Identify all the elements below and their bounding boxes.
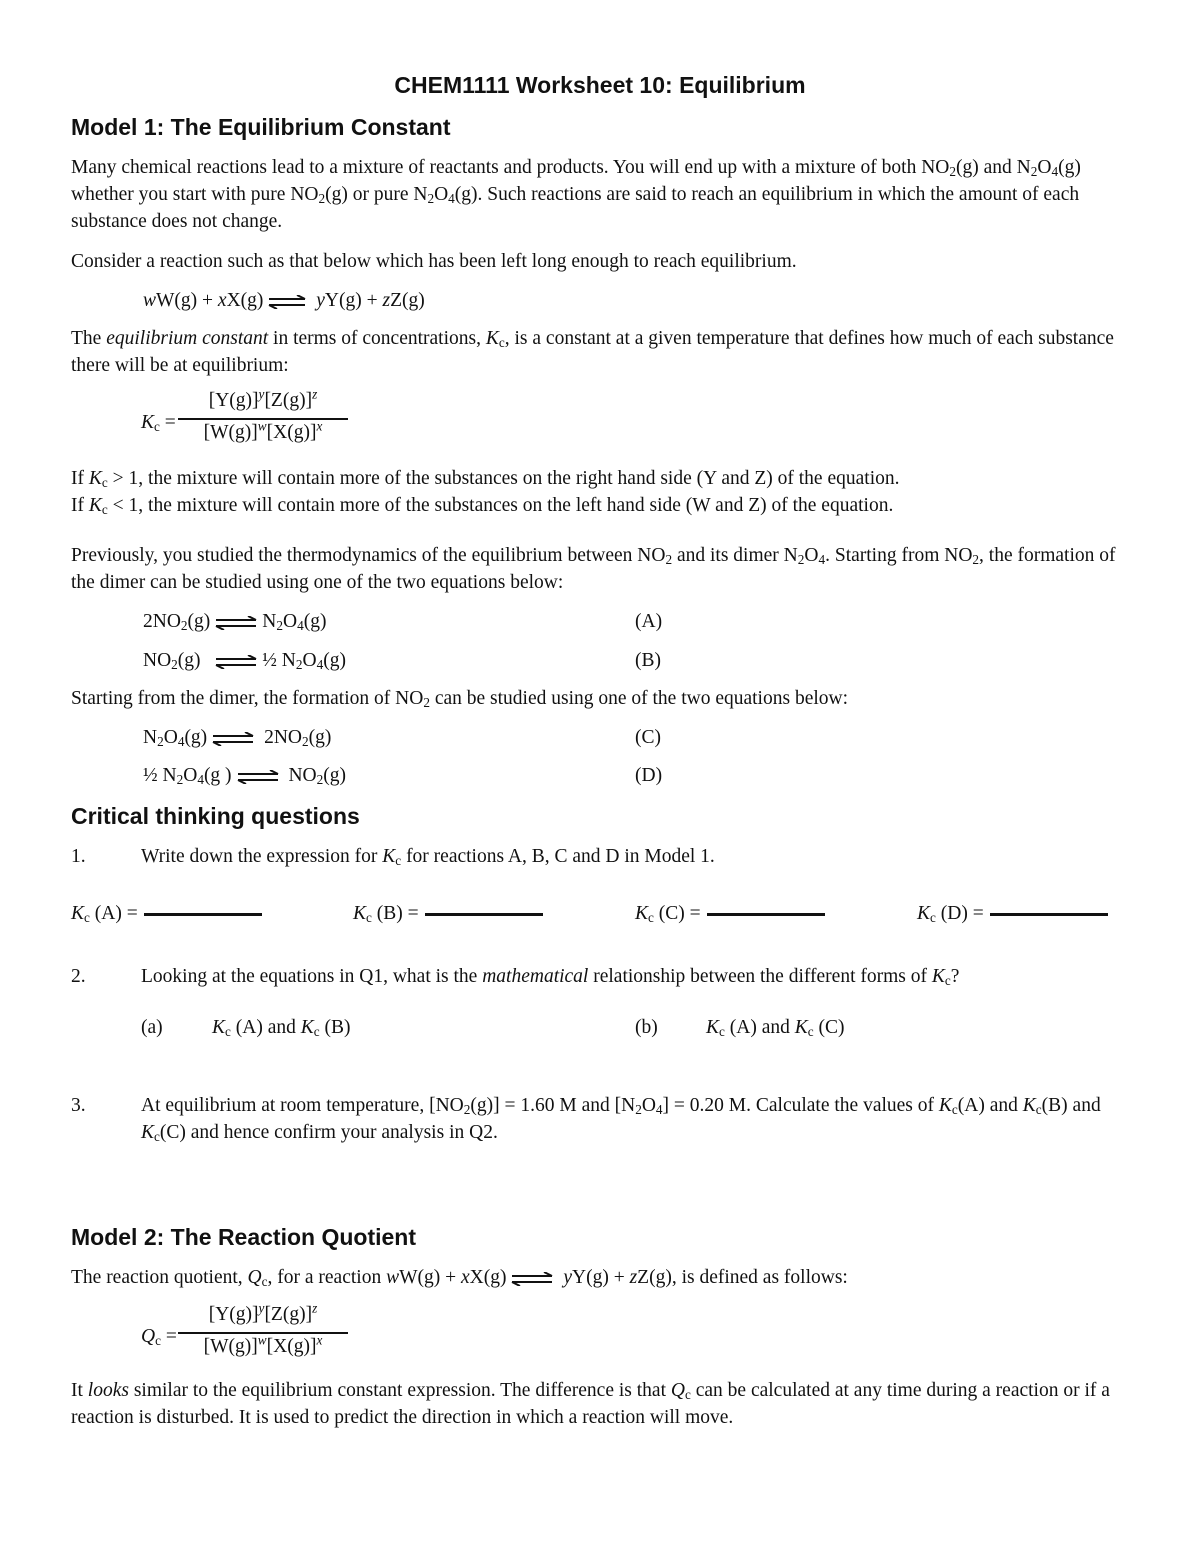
answer-blank-line[interactable]	[990, 913, 1108, 916]
kc-less-than-one: If $K_c < 1$, the mixture will contain more of the substances on the left hand side (W and Z) of the equation.	[71, 495, 894, 517]
kc-d-answer: $K_c$ (D) =	[917, 900, 1108, 927]
q3-text: At equilibrium at room temperature, $[NO_2(g)] = 1.60$ M and $[N_2O_4] = 0.20$ M. Calculate the values of $K_c(A)$ and $K_c(B)$ and $K_c(C)$ and hence confirm your analysis in Q2.	[141, 1095, 1101, 1144]
model1-para1	[71, 154, 1131, 235]
equilibrium-arrow-icon	[236, 770, 280, 784]
kc-denominator: $[W(g)]^w[X(g)]^x$	[203, 418, 323, 443]
model2-para2: It looks similar to the equilibrium constant expression. The difference is that $Q_c$ can be calculated at any time during a reaction or if a reaction is disturbed. It is used to predict the direction in which a reaction will move.	[71, 1380, 1110, 1428]
model1-para5: Starting from the dimer, the formation of $NO_2$ can be studied using one of the two equations below:	[71, 688, 849, 710]
page-title: CHEM1111 Worksheet 10: Equilibrium	[394, 72, 806, 98]
equilibrium-arrow-icon	[214, 655, 258, 669]
qc-denominator: $[W(g)]^w[X(g)]^x$	[203, 1332, 323, 1357]
q2-text: Looking at the equations in Q1, what is the mathematical relationship between the different forms of $K_c$?	[141, 966, 960, 988]
equilibrium-arrow-icon	[214, 616, 258, 630]
kc-symbol: $K_c$ =	[141, 412, 176, 434]
equation-c-label: (C)	[635, 727, 661, 748]
para1-text: Many chemical reactions lead to a mixture of reactants and products. You will end up with a mixture of both $NO_2(g)$ and $N_2O_4(g)$ whether you start with pure $NO_2(g)$ or pure $N_2O_4(g)$. Such reactions are said to reach an equilibrium in which the amount of each substance does not change.	[71, 157, 1081, 232]
answer-blank-line[interactable]	[144, 913, 262, 916]
kc-a-answer: $K_c$ (A) =	[71, 900, 262, 927]
equation-d: ½ $N_2O_4(g$ ) $NO_2(g)$	[143, 765, 346, 787]
equation-c: $N_2O_4(g)$ $2NO_2(g)$	[143, 727, 332, 749]
equation-b-label: (B)	[635, 650, 661, 671]
kc-c-answer: $K_c$ (C) =	[635, 900, 825, 927]
answer-blank-line[interactable]	[425, 913, 543, 916]
model1-para3: The equilibrium constant in terms of concentrations, $K_c$, is a constant at a given temperature that defines how much of each substance there will be at equilibrium:	[71, 328, 1114, 376]
equation-b: $NO_2(g)$ ½ $N_2O_4(g)$	[143, 650, 346, 672]
general-equation: wW(g) + xX(g) yY(g) + zZ(g)	[143, 290, 425, 311]
model1-para2: Consider a reaction such as that below which has been left long enough to reach equilibrium.	[71, 251, 797, 272]
qc-numerator: $[Y(g)]^y[Z(g)]^z$	[208, 1300, 318, 1325]
questions-heading: Critical thinking questions	[71, 803, 360, 829]
equilibrium-arrow-icon	[510, 1272, 554, 1286]
kc-b-answer: $K_c$ (B) =	[353, 900, 543, 927]
model1-para4: Previously, you studied the thermodynamics of the equilibrium between $NO_2$ and its dimer $N_2O_4$. Starting from $NO_2$, the formation of the dimer can be studied using one of the two equations below:	[71, 545, 1116, 593]
qc-symbol: $Q_c$ =	[141, 1326, 177, 1348]
q1-number: 1.	[71, 846, 86, 867]
q2a-text: $K_c$ (A) and $K_c$ (B)	[212, 1017, 351, 1039]
equation-a: $2NO_2(g)$ $N_2O_4(g)$	[143, 611, 327, 633]
q2-number: 2.	[71, 966, 86, 987]
q2b-label: (b)	[635, 1017, 658, 1038]
q3-number: 3.	[71, 1095, 86, 1116]
kc-greater-than-one: If $K_c > 1$, the mixture will contain more of the substances on the right hand side (Y and Z) of the equation.	[71, 468, 900, 490]
equilibrium-arrow-icon	[267, 295, 307, 309]
equation-a-label: (A)	[635, 611, 663, 632]
model2-para1: The reaction quotient, $Q_c$, for a reaction wW(g) + xX(g) yY(g) + zZ(g), is defined as follows:	[71, 1267, 848, 1289]
q2a-label: (a)	[141, 1017, 163, 1038]
answer-blank-line[interactable]	[707, 913, 825, 916]
equilibrium-arrow-icon	[211, 732, 255, 746]
q1-text: Write down the expression for $K_c$ for reactions A, B, C and D in Model 1.	[141, 846, 715, 868]
equation-d-label: (D)	[635, 765, 663, 786]
model1-heading: Model 1: The Equilibrium Constant	[71, 114, 451, 140]
q2b-text: $K_c$ (A) and $K_c$ (C)	[706, 1017, 845, 1039]
model2-heading: Model 2: The Reaction Quotient	[71, 1224, 417, 1250]
kc-numerator: $[Y(g)]^y[Z(g)]^z$	[208, 386, 318, 411]
